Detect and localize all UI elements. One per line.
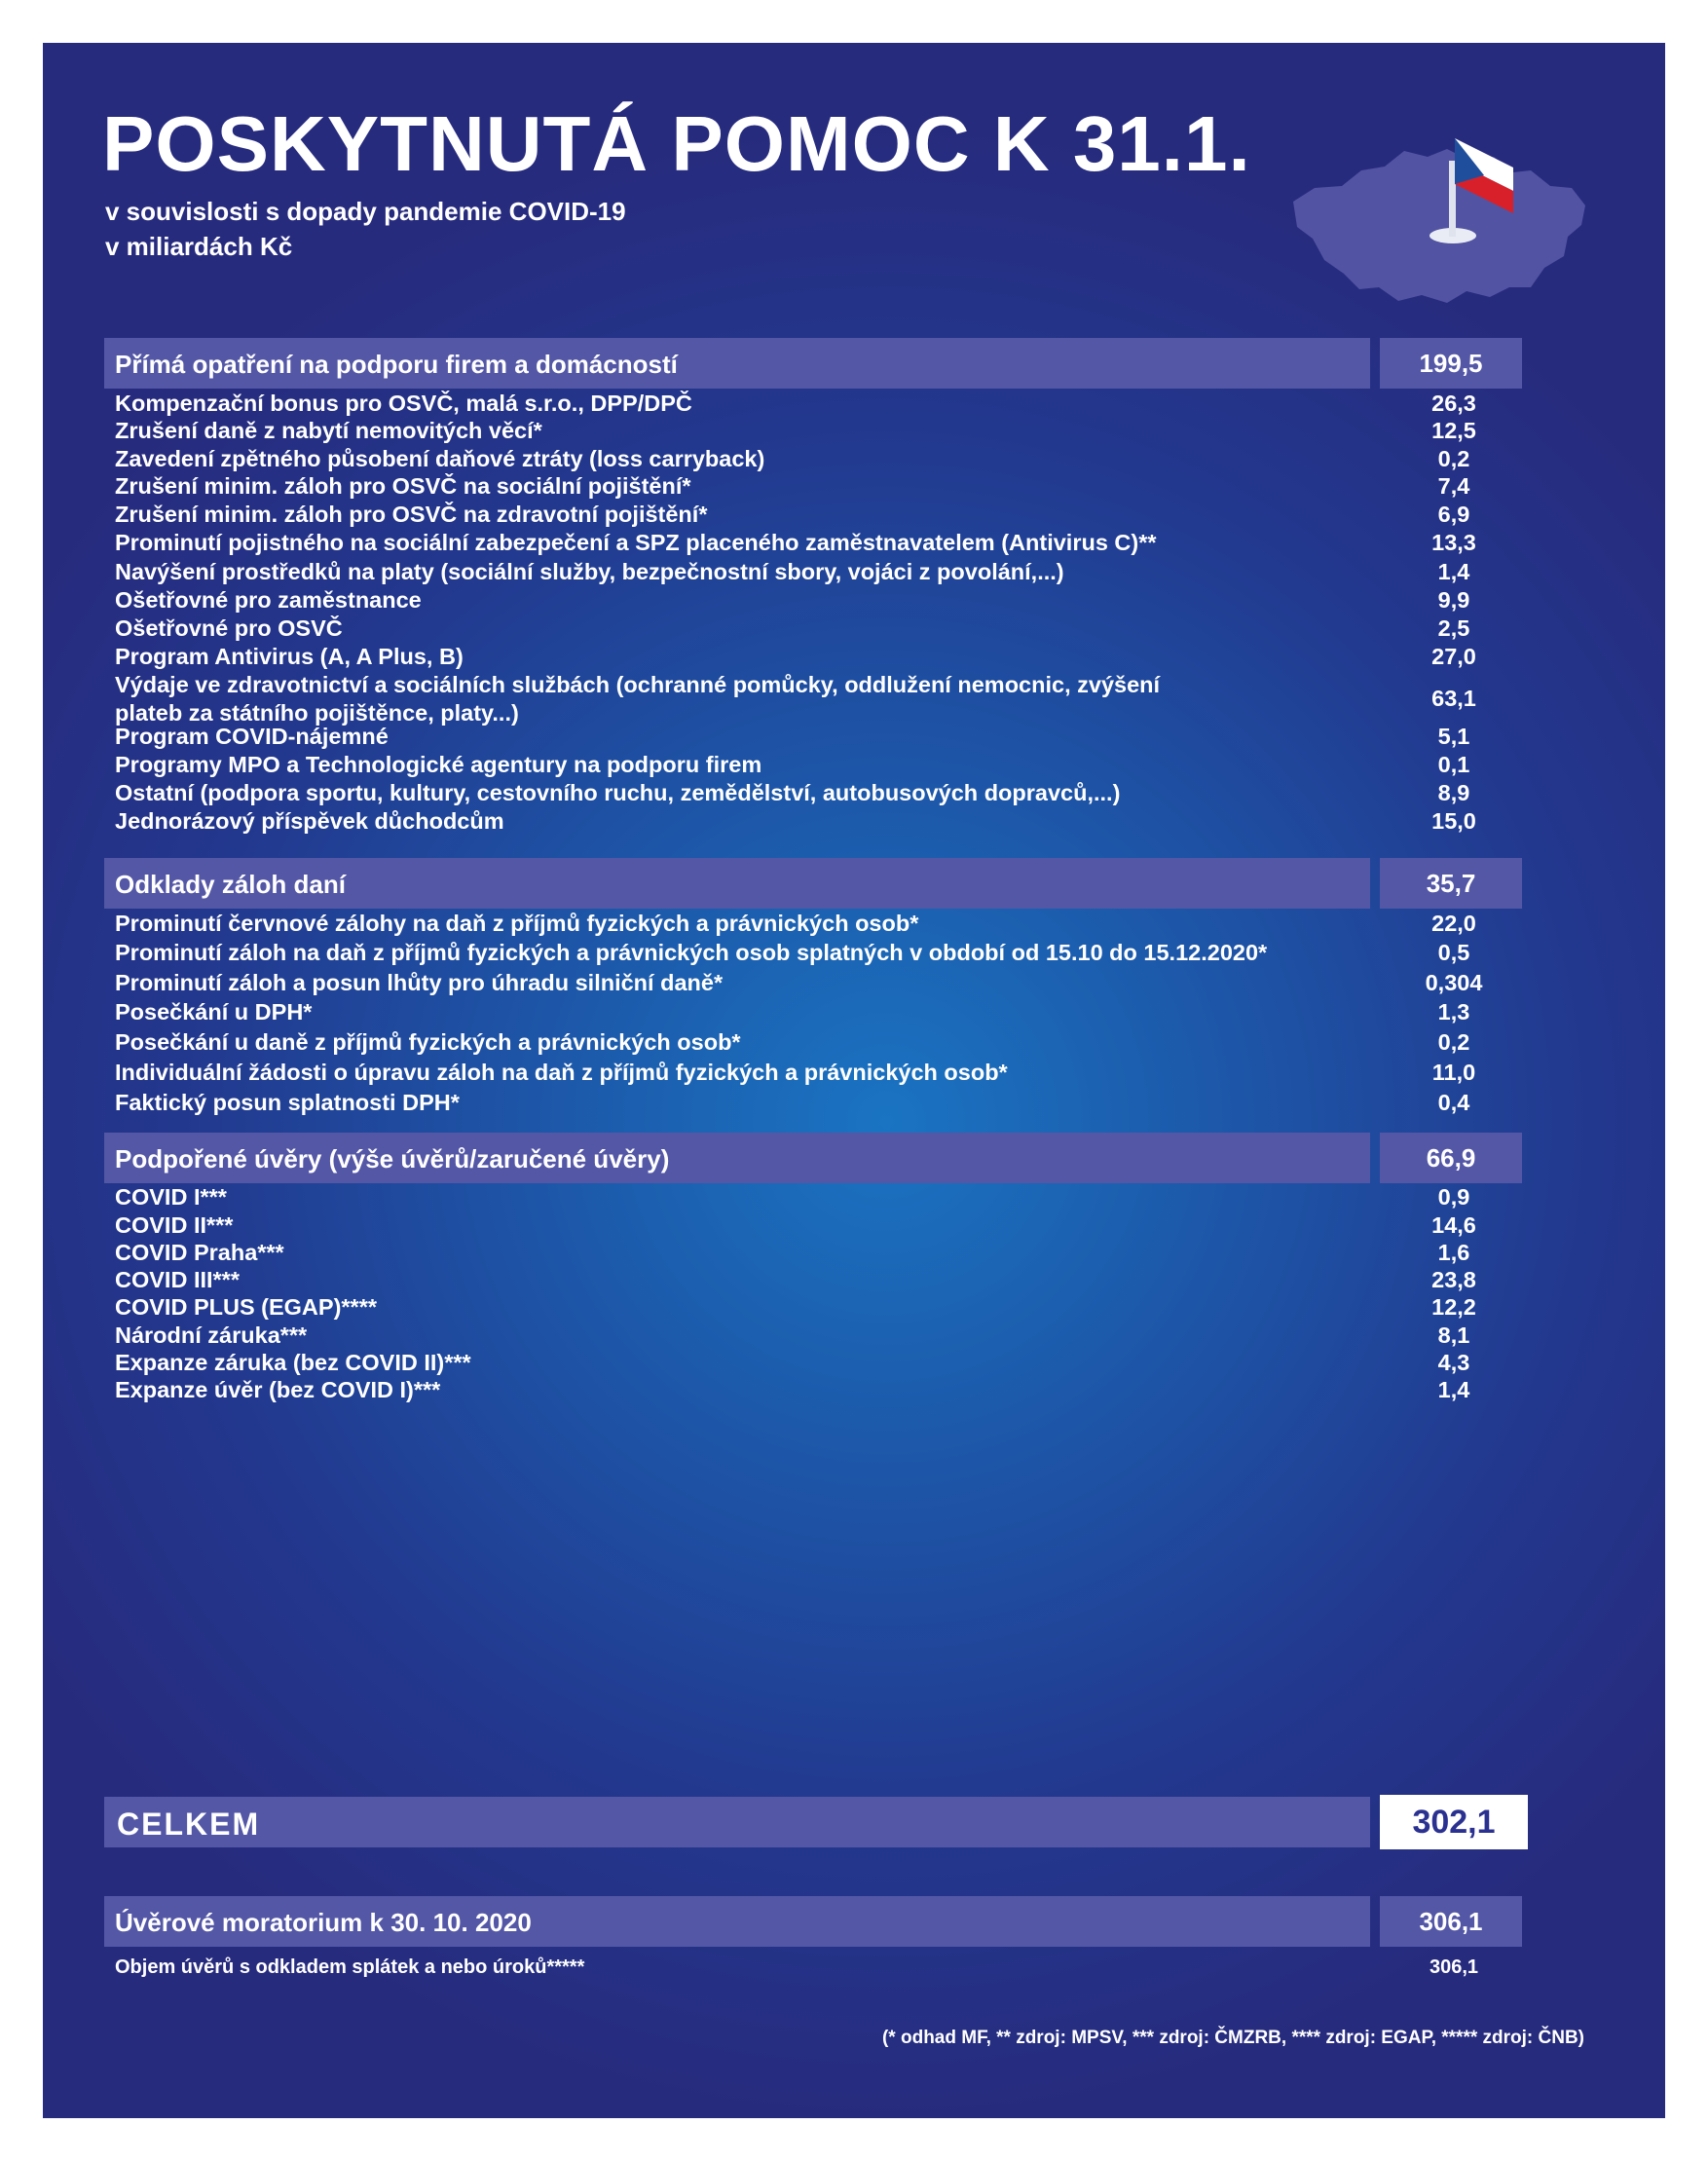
item-label: Prominutí pojistného na sociální zabezpečení a SPZ placeného zaměstnavatelem (Antivirus C)**	[115, 530, 1157, 555]
section-header-odklady	[104, 858, 1522, 909]
item-label: COVID PLUS (EGAP)****	[115, 1294, 377, 1320]
item-label: Výdaje ve zdravotnictví a sociálních službách (ochranné pomůcky, oddlužení nemocnic, zvýšení plateb za státního pojištěnce, platy...)	[115, 672, 1161, 726]
item-label: Kompenzační bonus pro OSVČ, malá s.r.o., DPP/DPČ	[115, 391, 692, 416]
item-value: 1,4	[1437, 1377, 1470, 1402]
item-label: Zrušení minim. záloh pro OSVČ na sociální pojištění*	[115, 473, 691, 499]
item-value: 0,4	[1437, 1090, 1470, 1115]
section-header-prima	[104, 338, 1522, 389]
item-label: Programy MPO a Technologické agentury na podporu firem	[115, 752, 762, 777]
item-value: 0,2	[1437, 1029, 1470, 1055]
item-label: Prominutí červnové zálohy na daň z příjmů fyzických a právnických osob*	[115, 911, 919, 936]
item-label: Program COVID-nájemné	[115, 724, 389, 749]
item-label: Jednorázový příspěvek důchodcům	[115, 808, 504, 834]
item-label: Objem úvěrů s odkladem splátek a nebo úroků*****	[115, 1956, 585, 1978]
item-value: 1,3	[1437, 999, 1470, 1025]
item-label: COVID II***	[115, 1212, 234, 1238]
item-value: 11,0	[1431, 1060, 1476, 1085]
item-label: Posečkání u daně z příjmů fyzických a právnických osob*	[115, 1029, 741, 1055]
item-label: Prominutí záloh a posun lhůty pro úhradu silniční daně*	[115, 970, 724, 995]
item-label: COVID I***	[115, 1184, 227, 1210]
item-value: 0,9	[1437, 1184, 1470, 1210]
item-value: 15,0	[1431, 808, 1476, 834]
item-label: Program Antivirus (A, A Plus, B)	[115, 644, 464, 669]
section-value: 199,5	[1380, 338, 1522, 389]
item-label: Ošetřovné pro OSVČ	[115, 615, 343, 641]
item-value: 23,8	[1431, 1267, 1476, 1292]
item-value: 9,9	[1437, 587, 1470, 613]
item-value: 14,6	[1431, 1212, 1476, 1238]
total-value: 302,1	[1380, 1795, 1528, 1849]
item-value: 63,1	[1431, 686, 1476, 711]
item-value: 0,2	[1437, 446, 1470, 471]
item-value: 5,1	[1437, 724, 1470, 749]
item-value: 2,5	[1437, 615, 1470, 641]
section-value: 66,9	[1380, 1133, 1522, 1183]
item-label: Zrušení minim. záloh pro OSVČ na zdravotní pojištění*	[115, 502, 708, 527]
total-bar	[104, 1797, 1370, 1847]
total-label: CELKEM	[117, 1807, 261, 1842]
item-value: 8,1	[1437, 1323, 1470, 1348]
section-label: Úvěrové moratorium k 30. 10. 2020	[115, 1908, 532, 1937]
page-title: POSKYTNUTÁ POMOC K 31.1.	[102, 100, 1251, 187]
item-value: 0,304	[1425, 970, 1483, 995]
item-label: Posečkání u DPH*	[115, 999, 313, 1025]
czech-republic-map-icon	[1276, 93, 1607, 326]
item-value: 27,0	[1431, 644, 1476, 669]
item-value: 26,3	[1431, 391, 1476, 416]
item-label: Faktický posun splatnosti DPH*	[115, 1090, 460, 1115]
subtitle-units: v miliardách Kč	[105, 232, 293, 261]
item-label: Národní záruka***	[115, 1323, 308, 1348]
item-value: 1,4	[1437, 559, 1470, 584]
footnote: (* odhad MF, ** zdroj: MPSV, *** zdroj: ČMZRB, **** zdroj: EGAP, ***** zdroj: ČNB)	[881, 2028, 1584, 2048]
section-header-uvery	[104, 1133, 1522, 1183]
item-label: Expanze úvěr (bez COVID I)***	[115, 1377, 441, 1402]
item-label: Zavedení zpětného působení daňové ztráty (loss carryback)	[115, 446, 765, 471]
item-value: 1,6	[1437, 1240, 1470, 1265]
section-value: 306,1	[1380, 1896, 1522, 1947]
item-value: 4,3	[1437, 1350, 1470, 1375]
item-value: 22,0	[1431, 911, 1476, 936]
item-value: 12,5	[1431, 418, 1476, 443]
section-header-moratorium	[104, 1896, 1522, 1947]
item-label: COVID Praha***	[115, 1240, 284, 1265]
item-label: Ošetřovné pro zaměstnance	[115, 587, 422, 613]
item-value: 12,2	[1431, 1294, 1476, 1320]
item-value: 8,9	[1437, 780, 1470, 805]
item-value: 0,5	[1437, 940, 1470, 965]
item-label: Zrušení daně z nabytí nemovitých věcí*	[115, 418, 542, 443]
item-label: Individuální žádosti o úpravu záloh na daň z příjmů fyzických a právnických osob*	[115, 1060, 1008, 1085]
item-value: 306,1	[1429, 1956, 1479, 1978]
item-label: Ostatní (podpora sportu, kultury, cestovního ruchu, zemědělství, autobusových dopravců,...)	[115, 780, 1121, 805]
item-label: Expanze záruka (bez COVID II)***	[115, 1350, 471, 1375]
section-label: Přímá opatření na podporu firem a domácností	[115, 350, 678, 379]
section-label: Podpořené úvěry (výše úvěrů/zaručené úvěry)	[115, 1144, 670, 1174]
section-value: 35,7	[1380, 858, 1522, 909]
item-value: 6,9	[1437, 502, 1470, 527]
item-value: 7,4	[1437, 473, 1470, 499]
subtitle-context: v souvislosti s dopady pandemie COVID-19	[105, 197, 626, 226]
section-label: Odklady záloh daní	[115, 870, 346, 899]
item-value: 13,3	[1431, 530, 1476, 555]
item-label: COVID III***	[115, 1267, 240, 1292]
item-label: Navýšení prostředků na platy (sociální služby, bezpečnostní sbory, vojáci z povolání,...)	[115, 559, 1064, 584]
item-value: 0,1	[1437, 752, 1470, 777]
item-label: Prominutí záloh na daň z příjmů fyzických a právnických osob splatných v období od 15.10 do 15.12.2020*	[115, 940, 1268, 965]
